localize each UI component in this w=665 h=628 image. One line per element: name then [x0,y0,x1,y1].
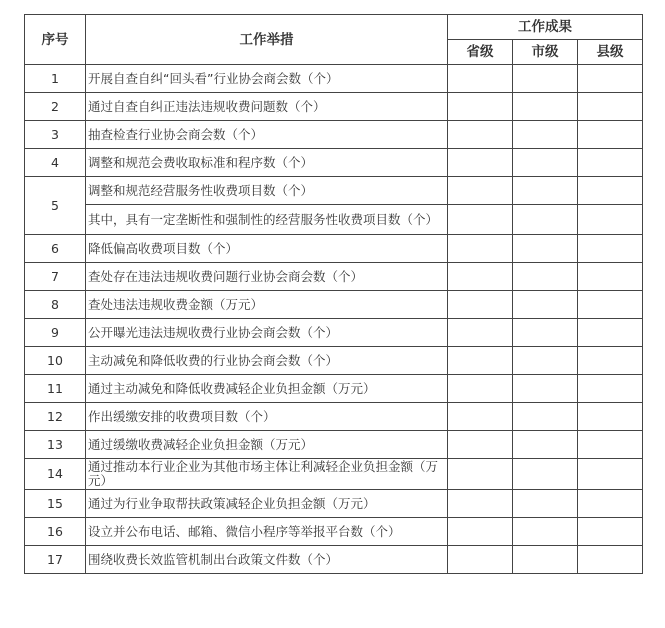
row-measure: 通过为行业争取帮扶政策减轻企业负担金额（万元） [86,490,448,518]
cell-province[interactable] [448,347,513,375]
row-number: 2 [25,93,86,121]
table-row [25,235,643,263]
table-row [25,93,643,121]
row-number: 13 [25,431,86,459]
row-measure: 抽查检查行业协会商会数（个） [86,121,448,149]
cell-city[interactable] [513,235,578,263]
row-number: 8 [25,291,86,319]
row-measure: 降低偏高收费项目数（个） [86,235,448,263]
cell-county[interactable] [578,375,643,403]
cell-county[interactable] [578,347,643,375]
cell-county[interactable] [578,93,643,121]
cell-province[interactable] [448,518,513,546]
cell-city[interactable] [513,65,578,93]
cell-city[interactable] [513,403,578,431]
row-measure: 调整和规范经营服务性收费项目数（个） [86,177,448,205]
cell-province[interactable] [448,403,513,431]
table-row [25,459,643,490]
header-city: 市级 [513,40,578,65]
row-number: 10 [25,347,86,375]
table-row [25,319,643,347]
cell-county[interactable] [578,319,643,347]
cell-county[interactable] [578,263,643,291]
cell-county[interactable] [578,149,643,177]
cell-province[interactable] [448,546,513,574]
cell-province[interactable] [448,235,513,263]
cell-city[interactable] [513,93,578,121]
row-number: 1 [25,65,86,93]
cell-county[interactable] [578,235,643,263]
table-body [25,65,643,574]
cell-county[interactable] [578,490,643,518]
row-measure: 查处违法违规收费金额（万元） [86,291,448,319]
cell-city[interactable] [513,263,578,291]
cell-county[interactable] [578,403,643,431]
cell-province[interactable] [448,121,513,149]
row-measure: 通过推动本行业企业为其他市场主体让利减轻企业负担金额（万元） [86,459,448,490]
cell-province[interactable] [448,431,513,459]
row-number: 5 [25,177,86,235]
row-measure: 作出缓缴安排的收费项目数（个） [86,403,448,431]
header-measure: 工作举措 [86,15,448,65]
cell-county[interactable] [578,121,643,149]
row-number: 16 [25,518,86,546]
header-province: 省级 [448,40,513,65]
cell-province[interactable] [448,65,513,93]
row-number: 12 [25,403,86,431]
row-measure: 通过缓缴收费减轻企业负担金额（万元） [86,431,448,459]
cell-province[interactable] [448,93,513,121]
row-measure: 通过主动减免和降低收费减轻企业负担金额（万元） [86,375,448,403]
row-number: 11 [25,375,86,403]
row-number: 14 [25,459,86,490]
table-row [25,149,643,177]
table-row [25,403,643,431]
row-number: 9 [25,319,86,347]
header-county: 县级 [578,40,643,65]
table-row [25,65,643,93]
header-seq: 序号 [25,15,86,65]
cell-city[interactable] [513,149,578,177]
cell-city[interactable] [513,431,578,459]
cell-province[interactable] [448,177,513,205]
row-measure: 围绕收费长效监管机制出台政策文件数（个） [86,546,448,574]
cell-city[interactable] [513,546,578,574]
table-row [25,546,643,574]
cell-province[interactable] [448,291,513,319]
row-number: 17 [25,546,86,574]
row-measure: 开展自查自纠“回头看”行业协会商会数（个） [86,65,448,93]
cell-city[interactable] [513,177,578,205]
row-measure: 通过自查自纠正违法违规收费问题数（个） [86,93,448,121]
work-results-table [24,14,643,574]
table-row-sub [25,205,643,235]
row-number: 3 [25,121,86,149]
cell-city[interactable] [513,205,578,235]
table-row [25,121,643,149]
cell-county[interactable] [578,205,643,235]
cell-county[interactable] [578,65,643,93]
cell-city[interactable] [513,375,578,403]
row-measure: 设立并公布电话、邮箱、微信小程序等举报平台数（个） [86,518,448,546]
table-row [25,291,643,319]
cell-province[interactable] [448,459,513,490]
row-number: 6 [25,235,86,263]
cell-province[interactable] [448,319,513,347]
cell-county[interactable] [578,291,643,319]
cell-city[interactable] [513,518,578,546]
cell-province[interactable] [448,205,513,235]
table-row [25,177,643,205]
row-measure: 主动减免和降低收费的行业协会商会数（个） [86,347,448,375]
cell-city[interactable] [513,291,578,319]
header-results: 工作成果 [448,15,643,40]
row-measure: 调整和规范会费收取标准和程序数（个） [86,149,448,177]
table-row [25,375,643,403]
cell-city[interactable] [513,347,578,375]
table-row [25,518,643,546]
cell-province[interactable] [448,490,513,518]
cell-city[interactable] [513,319,578,347]
cell-county[interactable] [578,546,643,574]
row-number: 7 [25,263,86,291]
cell-county[interactable] [578,177,643,205]
cell-province[interactable] [448,263,513,291]
row-measure-sub: 其中，具有一定垄断性和强制性的经营服务性收费项目数（个） [86,205,448,235]
cell-province[interactable] [448,149,513,177]
cell-county[interactable] [578,518,643,546]
cell-county[interactable] [578,431,643,459]
table-row [25,263,643,291]
row-number: 4 [25,149,86,177]
table-row [25,431,643,459]
header-row-top [25,15,643,40]
table-row [25,347,643,375]
row-number: 15 [25,490,86,518]
row-measure: 查处存在违法违规收费问题行业协会商会数（个） [86,263,448,291]
cell-city[interactable] [513,459,578,490]
row-measure: 公开曝光违法违规收费行业协会商会数（个） [86,319,448,347]
cell-city[interactable] [513,121,578,149]
cell-county[interactable] [578,459,643,490]
cell-city[interactable] [513,490,578,518]
table-row [25,490,643,518]
cell-province[interactable] [448,375,513,403]
